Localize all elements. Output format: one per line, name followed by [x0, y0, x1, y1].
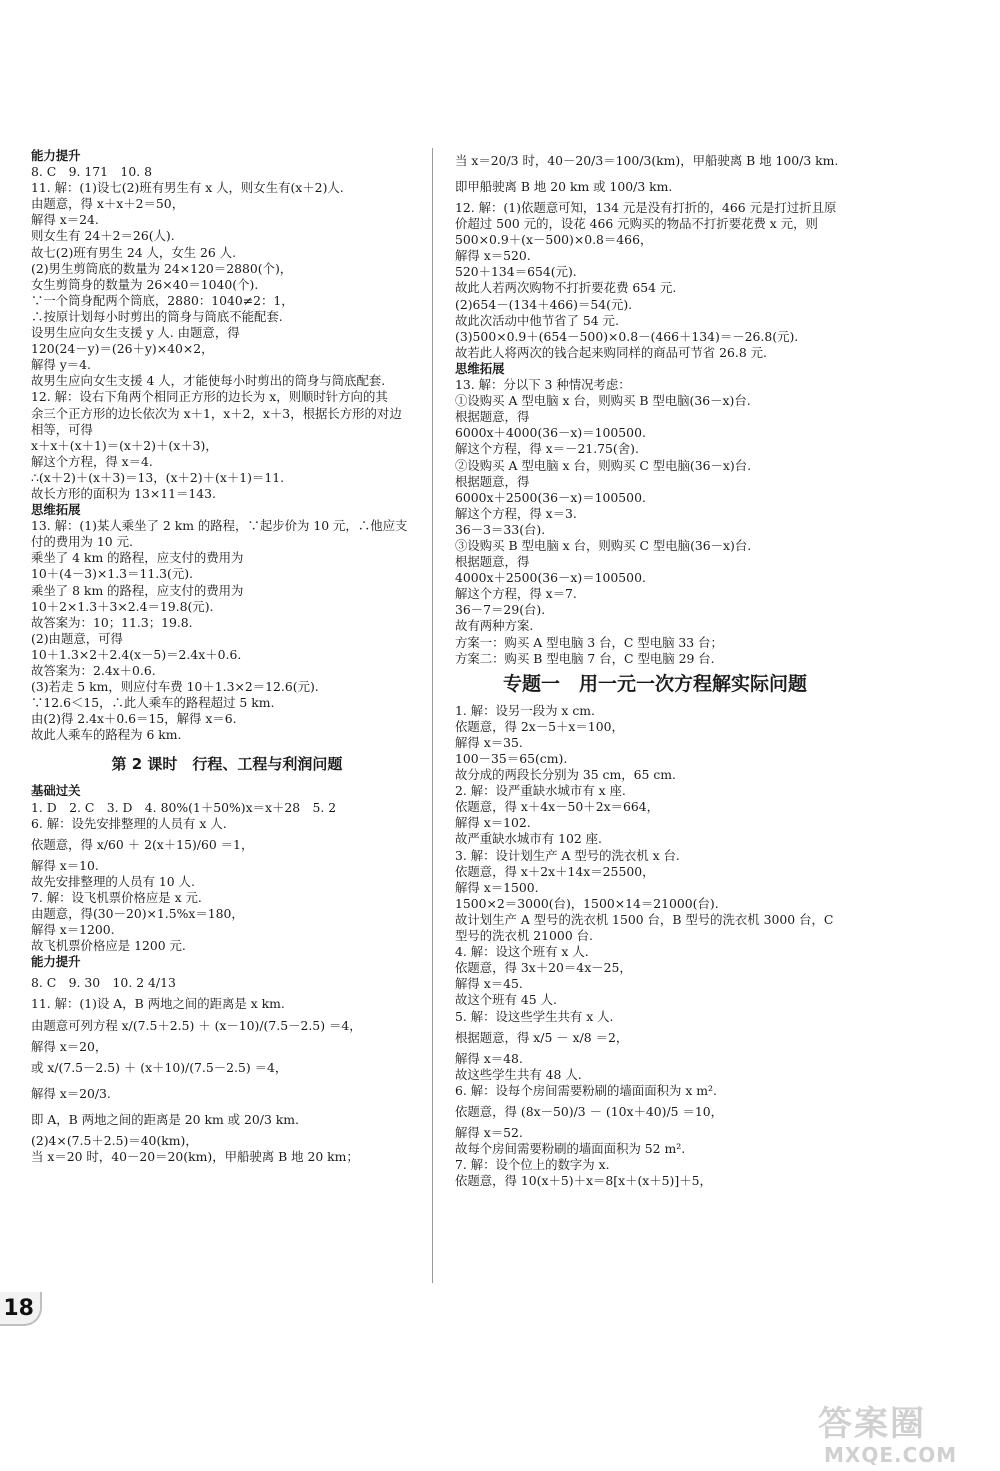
text-line: 6. 解：设先安排整理的人员有 x 人. — [31, 815, 227, 831]
text-line: 120(24－y)＝(26＋y)×40×2， — [31, 341, 214, 357]
text-line: ∵12.6＜15，∴此人乘车的路程超过 5 km. — [31, 695, 275, 711]
text-line: 由(2)得 2.4x＋0.6＝15，解得 x＝6. — [31, 711, 237, 727]
text-line: 依题意，得 3x＋20＝4x－25， — [455, 960, 632, 976]
equation-line: 8. C 9. 30 10. 2 4/13 — [31, 975, 176, 991]
right-column — [455, 148, 855, 1189]
watermark-url: MXQE.COM — [824, 1443, 958, 1467]
text-line: 6. 解：设每个房间需要粉刷的墙面面积为 x m². — [455, 1082, 717, 1098]
column-divider — [432, 148, 433, 1283]
text-line: 故七(2)班有男生 24 人，女生 26 人. — [31, 244, 237, 260]
text-line: 10＋1.3×2＋2.4(x－5)＝2.4x＋0.6. — [31, 646, 242, 662]
text-line: 36－3＝33(台). — [455, 521, 546, 537]
text-line: 10＋2×1.3＋3×2.4＝19.8(元). — [31, 598, 214, 614]
text-line: 方案一：购买 A 型电脑 3 台，C 型电脑 33 台； — [455, 634, 723, 650]
text-line: 故此人若两次购物不打折要花费 654 元. — [455, 280, 677, 296]
equation-line: 即 A，B 两地之间的距离是 20 km 或 20/3 km. — [31, 1111, 299, 1127]
text-line: ③设购买 B 型电脑 x 台，则购买 C 型电脑(36－x)台. — [455, 537, 752, 553]
text-line: 女生剪筒身的数量为 26×40＝1040(个). — [31, 276, 259, 292]
lesson-title: 第 2 课时 行程、工程与利润问题 — [111, 755, 343, 774]
equation-line: 即甲船驶离 B 地 20 km 或 100/3 km. — [455, 179, 673, 194]
text-line: 100－35＝65(cm). — [455, 751, 568, 766]
text-line: 乘坐了 4 km 的路程，应支付的费用为 — [31, 550, 244, 566]
text-line: 解得 y＝4. — [31, 357, 91, 373]
text-line: 6000x＋2500(36－x)＝100500. — [455, 489, 646, 505]
page-number: 18 — [0, 1292, 42, 1326]
text-line: 1. D 2. C 3. D 4. 80%(1＋50%)x＝x＋28 5. 2 — [31, 799, 337, 815]
text-line: 当 x＝20 时，40－20＝20(km)，甲船驶离 B 地 20 km； — [31, 1148, 359, 1164]
watermark-text: 答案圈 — [818, 1404, 926, 1444]
text-line: 余三个正方形的边长依次为 x＋1，x＋2，x＋3，根据长方形的对边 — [31, 405, 402, 421]
equation-line: 由题意可列方程 x/(7.5＋2.5) ＋ (x－10)/(7.5－2.5) ＝4， — [31, 1017, 362, 1033]
equation-line: 依题意，得 x/60 ＋ 2(x＋15)/60 ＝1， — [31, 836, 254, 852]
text-line: 解得 x＝102. — [455, 815, 531, 831]
text-line: 故分成的两段长分别为 35 cm，65 cm. — [455, 767, 676, 783]
equation-line: 解得 x＝20/3. — [31, 1085, 111, 1101]
text-line: 故男生应向女生支援 4 人，才能使每小时剪出的筒身与筒底配套. — [31, 373, 386, 389]
equation-line: 依题意，得 (8x－50)/3 － (10x＋40)/5 ＝10， — [455, 1103, 724, 1119]
section-heading: 基础过关 — [31, 783, 81, 799]
text-line: ∵一个筒身配两个筒底，2880：1040≠2：1， — [31, 292, 294, 308]
section-heading: 能力提升 — [31, 148, 81, 163]
text-line: (2)由题意，可得 — [31, 630, 123, 646]
text-line: 解得 x＝35. — [455, 734, 523, 750]
text-line: 由题意，得 x＋x＋2＝50， — [31, 196, 185, 212]
text-line: 故此人乘车的路程为 6 km. — [31, 727, 182, 743]
text-line: 解得 x＝10. — [31, 857, 99, 873]
text-line: 故长方形的面积为 13×11＝143. — [31, 485, 216, 501]
text-line: 设男生应向女生支援 y 人. 由题意，得 — [31, 325, 240, 341]
equation-line: 或 x/(7.5－2.5) ＋ (x＋10)/(7.5－2.5) ＝4， — [31, 1059, 288, 1075]
text-line: 由题意，得(30－20)×1.5%x＝180， — [31, 906, 244, 922]
text-line: 解得 x＝45. — [455, 976, 523, 992]
text-line: 3. 解：设计划生产 A 型号的洗衣机 x 台. — [455, 847, 680, 863]
text-line: x＋x＋(x＋1)＝(x＋2)＋(x＋3)， — [31, 437, 218, 453]
text-line: 依题意，得 x＋2x＋14x＝25500， — [455, 863, 655, 879]
text-line: 2. 解：设严重缺水城市有 x 座. — [455, 783, 626, 799]
text-line: 11. 解：(1)设七(2)班有男生有 x 人，则女生有(x＋2)人. — [31, 180, 344, 196]
equation-line: 根据题意，得 x/5 － x/8 ＝2， — [455, 1029, 629, 1045]
text-line: 故此次活动中他节省了 54 元. — [455, 312, 619, 328]
topic-title: 专题一 用一元一次方程解实际问题 — [502, 672, 807, 695]
text-line: 解得 x＝1200. — [31, 922, 115, 938]
text-line: 乘坐了 8 km 的路程，应支付的费用为 — [31, 582, 244, 598]
text-line: 12. 解：(1)依题意可知，134 元是没有打折的，466 元是打过折且原 — [455, 200, 837, 215]
text-line: 依题意，得 10(x＋5)＋x＝8[x＋(x＋5)]＋5， — [455, 1173, 712, 1189]
text-line: 依题意，得 2x－5＋x＝100， — [455, 718, 624, 734]
text-line: 10＋(4－3)×1.3＝11.3(元). — [31, 566, 194, 582]
text-line: 36－7＝29(台). — [455, 602, 546, 618]
text-line: 解得 x＝520. — [455, 248, 531, 264]
text-line: 12. 解：设右下角两个相同正方形的边长为 x，则顺时针方向的其 — [31, 389, 388, 405]
text-line: 根据题意，得 — [455, 409, 530, 425]
text-line: 解这个方程，得 x＝4. — [31, 453, 153, 469]
text-line: (2)男生剪筒底的数量为 24×120＝2880(个)， — [31, 260, 293, 276]
text-line: 故这些学生共有 48 人. — [455, 1066, 582, 1082]
text-line: 解得 x＝1500. — [455, 879, 539, 895]
text-line: 故严重缺水城市有 102 座. — [455, 831, 602, 847]
text-line: 故每个房间需要粉刷的墙面面积为 52 m². — [455, 1140, 686, 1156]
section-heading: 能力提升 — [31, 954, 81, 970]
text-line: (3)若走 5 km，则应付车费 10＋1.3×2＝12.6(元). — [31, 679, 319, 695]
text-line: (3)500×0.9＋(654－500)×0.8－(466＋134)＝－26.8(元). — [455, 328, 799, 344]
text-line: 1500×2＝3000(台)，1500×14＝21000(台). — [455, 895, 719, 911]
text-line: 4000x＋2500(36－x)＝100500. — [455, 570, 646, 586]
text-line: 相等，可得 — [31, 421, 93, 437]
text-line: 故飞机票价格应是 1200 元. — [31, 938, 186, 954]
text-line: 1. 解：设另一段为 x cm. — [455, 702, 595, 718]
text-line: 解得 x＝24. — [31, 212, 99, 228]
text-line: 13. 解：(1)某人乘坐了 2 km 的路程，∵起步价为 10 元，∴他应支 — [31, 518, 408, 534]
watermark-logo — [818, 1404, 988, 1467]
text-line: 7. 解：设个位上的数字为 x. — [455, 1157, 610, 1173]
text-line: 解得 x＝52. — [455, 1124, 523, 1140]
text-line: 500×0.9＋(x－500)×0.8＝466， — [455, 232, 653, 248]
text-line: ∴(x＋2)＋(x＋3)＝13，(x＋2)＋(x＋1)＝11. — [31, 469, 285, 485]
text-line: 4. 解：设这个班有 x 人. — [455, 944, 589, 960]
text-line: (2)654－(134＋466)＝54(元). — [455, 296, 633, 312]
text-line: 故这个班有 45 人. — [455, 992, 557, 1008]
text-line: 8. C 9. 171 10. 8 — [31, 164, 152, 180]
section-heading: 思维拓展 — [455, 360, 505, 376]
section-heading: 思维拓展 — [31, 502, 81, 518]
text-line: 方案二：购买 B 型电脑 7 台，C 型电脑 29 台. — [455, 650, 715, 666]
text-line: 付的费用为 10 元. — [31, 534, 133, 550]
text-line: 6000x＋4000(36－x)＝100500. — [455, 425, 646, 441]
text-line: 故先安排整理的人员有 10 人. — [31, 873, 195, 889]
text-line: 解得 x＝20， — [31, 1038, 108, 1054]
text-line: 故计划生产 A 型号的洗衣机 1500 台，B 型号的洗衣机 3000 台，C — [455, 911, 834, 927]
text-line: 520＋134＝654(元). — [455, 264, 577, 280]
text-line: 解这个方程，得 x＝－21.75(舍). — [455, 441, 639, 457]
text-line: 故若此人将两次的钱合起来购同样的商品可节省 26.8 元. — [455, 344, 767, 360]
text-line: 11. 解：(1)设 A，B 两地之间的距离是 x km. — [31, 996, 285, 1012]
text-line: 故答案为：10；11.3；19.8. — [31, 614, 193, 630]
left-column — [31, 148, 423, 1165]
text-line: 解这个方程，得 x＝7. — [455, 586, 577, 602]
text-line: 型号的洗衣机 21000 台. — [455, 928, 593, 944]
text-line: 故答案为：2.4x＋0.6. — [31, 663, 156, 678]
text-line: 根据题意，得 — [455, 473, 530, 489]
text-line: ②设购买 A 型电脑 x 台，则购买 C 型电脑(36－x)台. — [455, 457, 752, 473]
text-line: ①设购买 A 型电脑 x 台，则购买 B 型电脑(36－x)台. — [455, 393, 751, 409]
text-line: ∴按原计划每小时剪出的筒身与筒底不能配套. — [31, 308, 283, 324]
text-line: 解这个方程，得 x＝3. — [455, 505, 577, 521]
text-line: (2)4×(7.5＋2.5)＝40(km)， — [31, 1132, 198, 1148]
text-line: 根据题意，得 — [455, 554, 530, 570]
text-line: 5. 解：设这些学生共有 x 人. — [455, 1008, 614, 1024]
equation-line: 当 x＝20/3 时，40－20/3＝100/3(km)，甲船驶离 B 地 100/3 km. — [455, 153, 839, 168]
text-line: 价超过 500 元的，设花 466 元购买的物品不打折要花费 x 元，则 — [455, 216, 818, 232]
text-line: 13. 解：分以下 3 种情况考虑： — [455, 377, 631, 393]
text-line: 解得 x＝48. — [455, 1050, 523, 1066]
text-line: 7. 解：设飞机票价格应是 x 元. — [31, 889, 202, 905]
text-line: 故有两种方案. — [455, 618, 534, 634]
text-line: 依题意，得 x＋4x－50＋2x＝664， — [455, 799, 659, 815]
text-line: 则女生有 24＋2＝26(人). — [31, 228, 175, 244]
